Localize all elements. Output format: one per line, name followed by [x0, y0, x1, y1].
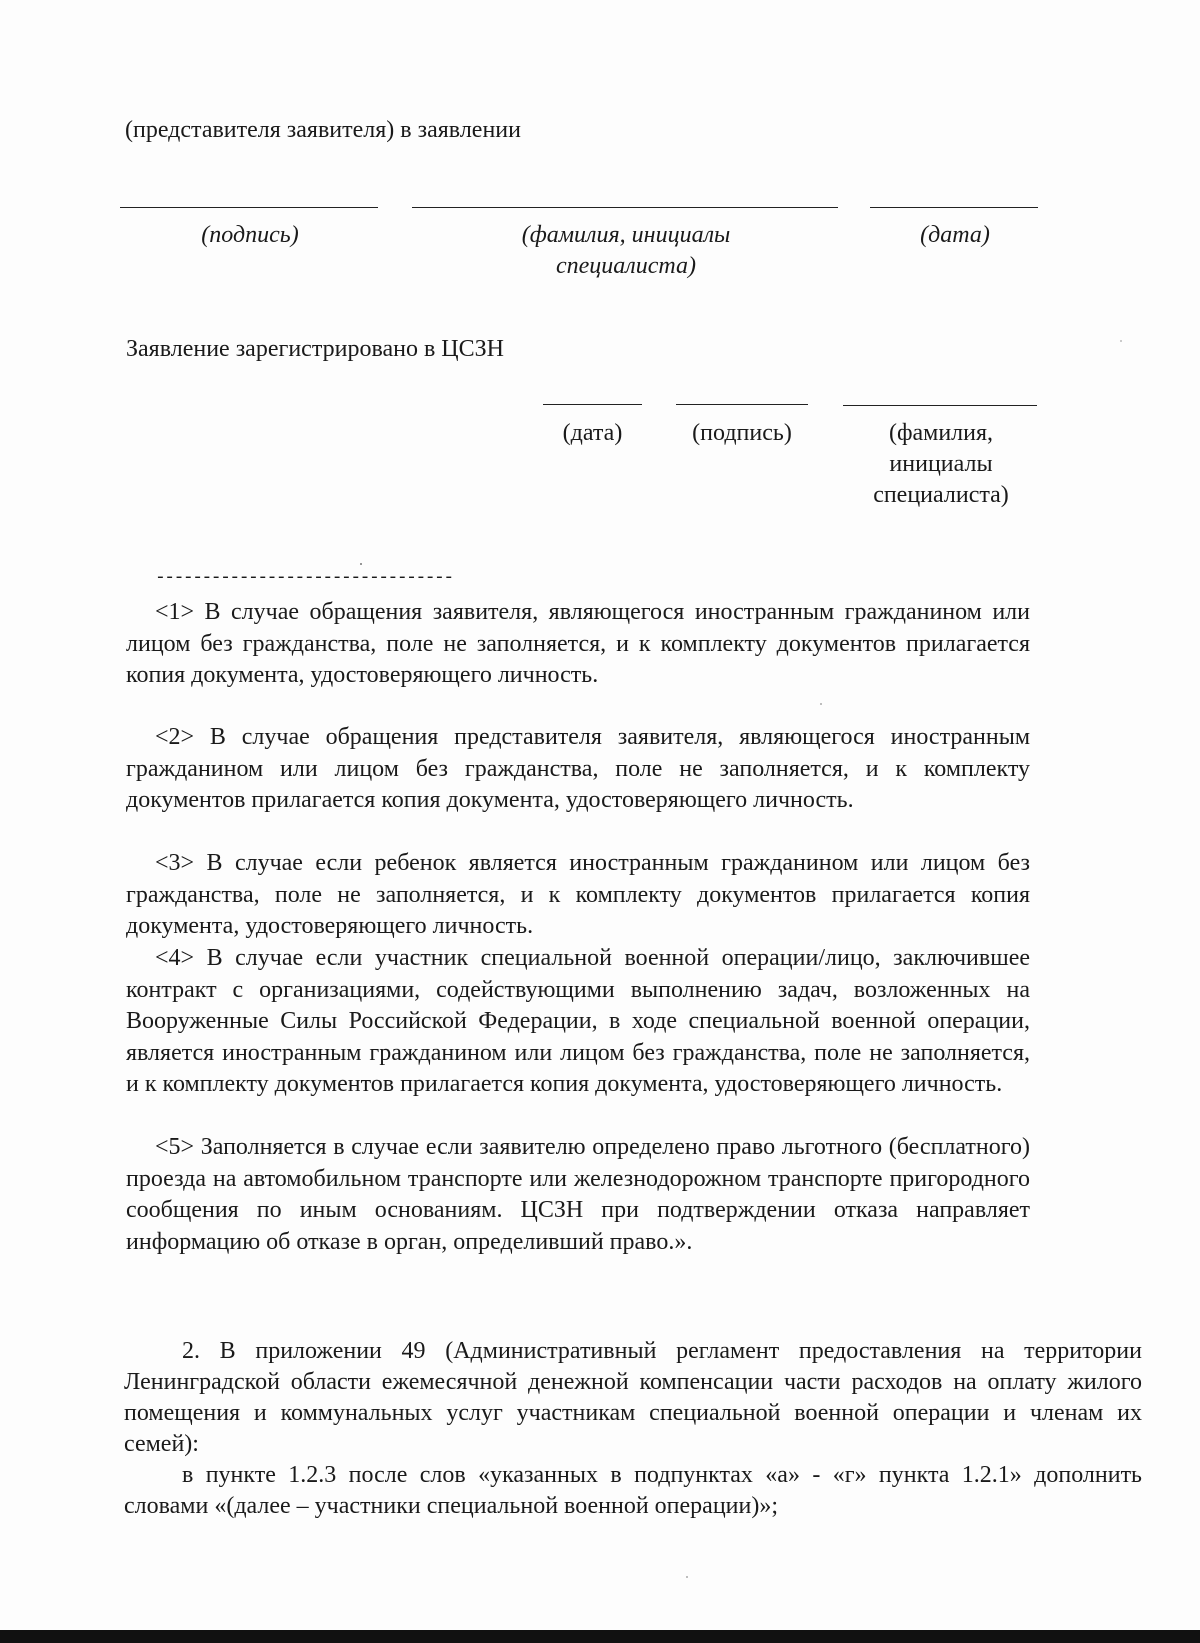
footnote-5: <5> Заполняется в случае если заявителю определено право льготного (бесплатного) проезда на автомобильном транспорте или железнодорожном транспорте пригородного сообщения по иным основаниям. ЦСЗН при подтверждении отказа направляет информацию об отказе в орган, определивший право.». [126, 1134, 1030, 1255]
signature-caption: (подпись) [201, 222, 299, 248]
scan-speck [360, 563, 362, 565]
reg-specialist-line [843, 405, 1037, 406]
footnote-separator: -------------------------------- [155, 568, 453, 588]
date-caption: (дата) [920, 222, 990, 248]
reg-date-caption: (дата) [562, 420, 623, 446]
footnote-1: <1> В случае обращения заявителя, являющегося иностранным гражданином или лицом без гражданства, поле не заполняется, и к комплекту документов прилагается копия документа, удостоверяющего личность. [126, 599, 1030, 688]
footnote-3: <3> В случае если ребенок является иностранным гражданином или лицом без гражданства, поле не заполняется, и к комплекту документов прилагается копия документа, удостоверяющего личность. [126, 850, 1030, 939]
footnote-2: <2> В случае обращения представителя заявителя, являющегося иностранным гражданином или лицом без гражданства, поле не заполняется, и к комплекту документов прилагается копия документа, удостоверяющего личность. [126, 724, 1030, 813]
section-2-intro: 2. В приложении 49 (Административный регламент предоставления на территории Ленинградской области ежемесячной денежной компенсации части расходов на оплату жилого помещения и коммунальных услуг участникам специальной военной операции и членам их семей): [124, 1338, 1142, 1457]
reg-signature-caption: (подпись) [692, 420, 792, 446]
scan-speck [1120, 340, 1122, 342]
scan-bottom-edge [0, 1630, 1200, 1643]
reg-specialist-caption: (фамилия, инициалы специалиста) [873, 420, 1009, 508]
registered-label: Заявление зарегистрировано в ЦСЗН [126, 336, 504, 362]
scan-speck [820, 703, 822, 705]
specialist-name-caption: (фамилия, инициалы специалиста) [521, 222, 731, 279]
reg-date-line [543, 404, 642, 405]
applicant-representative-text: (представителя заявителя) в заявлении [125, 117, 521, 143]
footnote-4: <4> В случае если участник специальной военной операции/лицо, заключившее контракт с организациями, содействующими выполнению задач, возложенных на Вооруженные Силы Российской Федерации, в ходе специальной военной операции, является иностранным гражданином или лицом без гражданства, поле не заполняется, и к комплекту документов прилагается копия документа, удостоверяющего личность. [126, 945, 1030, 1097]
section-2-item: в пункте 1.2.3 после слов «указанных в подпунктах «а» - «г» пункта 1.2.1» дополнить словами «(далее – участники специальной военной операции)»; [124, 1462, 1142, 1519]
scan-speck [686, 1576, 688, 1578]
specialist-name-line [412, 207, 838, 208]
date-line [870, 207, 1038, 208]
reg-signature-line [676, 404, 808, 405]
signature-line [120, 207, 378, 208]
